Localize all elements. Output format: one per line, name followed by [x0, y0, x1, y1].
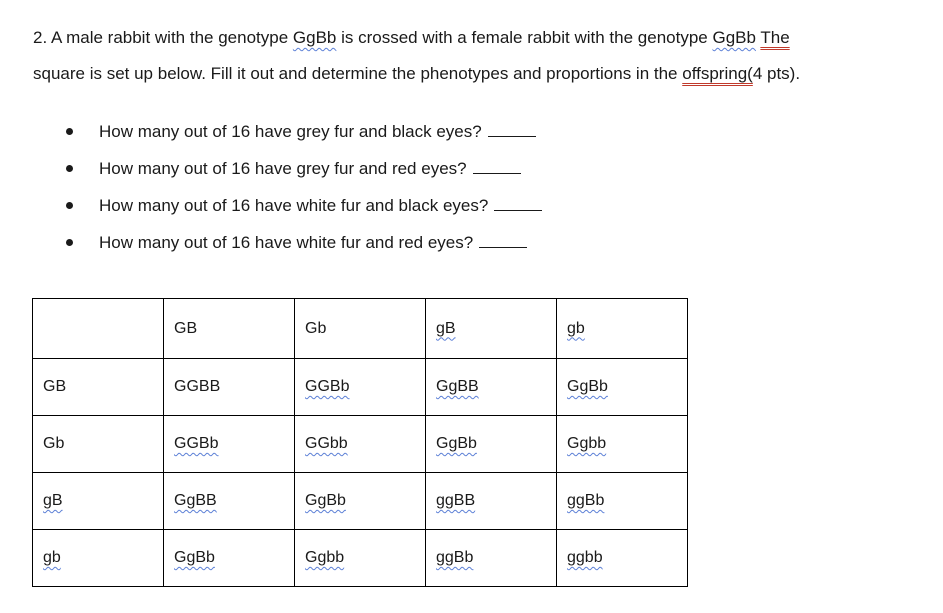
sub-question-text: How many out of 16 have white fur and red eyes?: [99, 233, 474, 252]
genotype-text: GGBb: [174, 435, 219, 452]
punnett-header-cell: GB: [164, 299, 295, 359]
punnett-row-label: [33, 530, 164, 587]
punnett-cell[interactable]: [426, 530, 557, 587]
question-text: 2. A male rabbit with the genotype: [33, 28, 293, 47]
genotype-text: ggBB: [436, 492, 476, 509]
punnett-header-cell: Gb: [295, 299, 426, 359]
genotype-text: GgBB: [436, 378, 479, 395]
punnett-cell[interactable]: [557, 473, 688, 530]
punnett-row-label: [33, 473, 164, 530]
punnett-row: [33, 530, 688, 587]
bullet-icon: [66, 239, 73, 246]
genotype-text: GGBb: [305, 378, 350, 395]
punnett-cell[interactable]: [295, 416, 426, 473]
question-text: square is set up below. Fill it out and determine the phenotypes and proportions in the: [33, 64, 683, 83]
punnett-cell[interactable]: [557, 530, 688, 587]
punnett-cell[interactable]: [164, 530, 295, 587]
punnett-cell[interactable]: [295, 530, 426, 587]
genotype-text: GgBB: [174, 492, 217, 509]
question-text: is crossed with a female rabbit with the genotype: [336, 28, 713, 47]
question-line-2: [33, 56, 913, 92]
genotype-text: GgBb: [174, 549, 215, 566]
punnett-cell[interactable]: [557, 416, 688, 473]
punnett-row: [33, 359, 688, 416]
punnett-cell[interactable]: [295, 473, 426, 530]
male-genotype: GgBb: [292, 28, 337, 47]
punnett-cell[interactable]: [295, 359, 426, 416]
punnett-square: [32, 298, 688, 587]
genotype-text: GgBb: [305, 492, 346, 509]
answer-blank[interactable]: [494, 209, 542, 211]
question-prompt: [33, 20, 913, 92]
punnett-row: [33, 416, 688, 473]
genotype-text: GgBb: [567, 378, 608, 395]
sub-question: [63, 150, 542, 187]
question-line-1: [33, 20, 913, 56]
punnett-cell[interactable]: [164, 473, 295, 530]
gamete-label: gB: [436, 319, 456, 337]
punnett-cell[interactable]: [426, 416, 557, 473]
punnett-cell[interactable]: [164, 416, 295, 473]
sub-question-text: How many out of 16 have white fur and black eyes?: [99, 196, 489, 215]
punnett-row-label: GB: [33, 359, 164, 416]
sub-question-text: How many out of 16 have grey fur and red eyes?: [99, 159, 467, 178]
punnett-cell[interactable]: [426, 473, 557, 530]
genotype-text: Ggbb: [305, 549, 345, 566]
question-text: 4 pts).: [752, 64, 801, 83]
answer-blank[interactable]: [488, 135, 536, 137]
bullet-icon: [66, 202, 73, 209]
punnett-corner-cell: [33, 299, 164, 359]
genotype-text: ggbb: [567, 549, 603, 566]
gamete-label: gB: [43, 492, 63, 509]
sub-question-text: How many out of 16 have grey fur and black eyes?: [99, 122, 482, 141]
sub-question: [63, 113, 542, 150]
answer-blank[interactable]: [479, 246, 527, 248]
offspring-word: offspring(: [682, 64, 753, 83]
bullet-icon: [66, 128, 73, 135]
genotype-text: ggBb: [436, 549, 474, 566]
punnett-header-row: [33, 299, 688, 359]
punnett-row-label: Gb: [33, 416, 164, 473]
genotype-text: GGbb: [305, 435, 348, 452]
gamete-label: gb: [43, 549, 61, 566]
punnett-cell[interactable]: [426, 359, 557, 416]
answer-blank[interactable]: [473, 172, 521, 174]
sub-questions-list: [63, 113, 542, 261]
gamete-label: gb: [567, 319, 585, 337]
genotype-text: ggBb: [567, 492, 605, 509]
genotype-text: Ggbb: [567, 435, 607, 452]
female-genotype: GgBb: [712, 28, 756, 47]
sub-question: [63, 187, 542, 224]
genotype-text: GgBb: [436, 435, 477, 452]
punnett-cell[interactable]: [557, 359, 688, 416]
punnett-cell[interactable]: GGBB: [164, 359, 295, 416]
punnett-header-cell: [426, 299, 557, 359]
grammar-flagged-word: The: [760, 28, 790, 47]
punnett-header-cell: [557, 299, 688, 359]
sub-question: [63, 224, 542, 261]
bullet-icon: [66, 165, 73, 172]
punnett-row: [33, 473, 688, 530]
